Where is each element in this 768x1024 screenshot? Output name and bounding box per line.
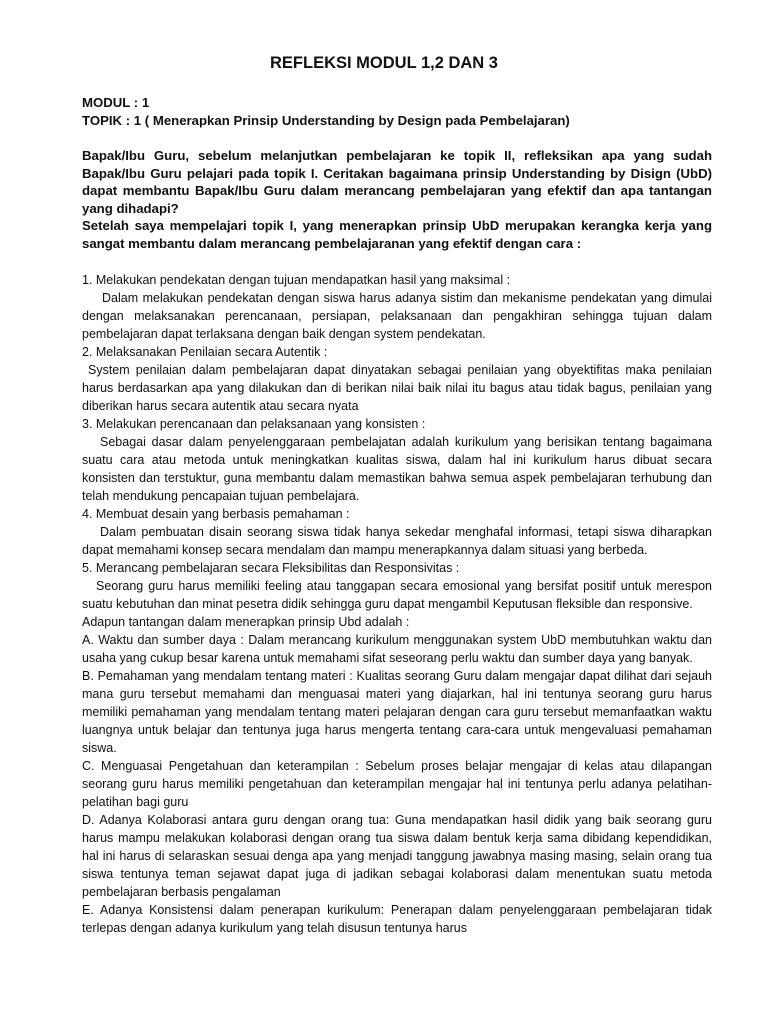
point-text: Seorang guru harus memiliki feeling atau tanggapan secara emosional yang bersifat positif untuk merespon suatu kebutuhan dan minat pesetra didik sehingga guru dapat mengambil Keputusan fleksible dan responsive. <box>82 579 712 611</box>
challenge-item: D. Adanya Kolaborasi antara guru dengan orang tua: Guna mendapatkan hasil didik yang baik seorang guru harus mampu melakukan kolaborasi dengan orang tua siswa dalam bentuk kerja sama dibidang kependidikan, hal ini harus di selaraskan sesuai denga apa yang menjadi tanggung jawabnya masing masing, selain orang tua siswa tentunya teman sejawat dapat juga di jadikan sebagai kolaborasi dalam menentukan suatu metoda pembelajaran berbasis pengalaman <box>82 813 712 899</box>
point-heading: 1. Melakukan pendekatan dengan tujuan mendapatkan hasil yang maksimal : <box>82 273 511 287</box>
point-text: Sebagai dasar dalam penyelenggaraan pembelajatan adalah kurikulum yang berisikan tentang bagaimana suatu cara atau metoda untuk meningkatkan kualitas siswa, dalam hal ini kurikulum harus dibuat secara konsisten dan terstuktur, guna membantu dalam memastikan bahwa semua aspek pembelajaran terhubung dan telah mendukung pencapaian tujuan pembelajara. <box>82 435 712 503</box>
reflection-body <box>82 271 712 937</box>
challenge-item: C. Menguasai Pengetahuan dan keterampilan : Sebelum proses belajar mengajar di kelas atau dilapangan seorang guru harus memiliki pengetahuan dan keterampilan mengajar hal ini tentunya perlu adanya pelatihan-pelatihan bagi guru <box>82 759 712 809</box>
reflection-intro <box>82 147 712 252</box>
challenge-item: A. Waktu dan sumber daya : Dalam merancang kurikulum menggunakan system UbD membutuhkan waktu dan usaha yang cukup besar karena untuk memahami sifat seseorang perlu waktu dan sumber daya yang banyak. <box>82 633 712 665</box>
topic-label: TOPIK : 1 ( Menerapkan Prinsip Understanding by Design pada Pembelajaran) <box>82 113 570 128</box>
point-text: Dalam pembuatan disain seorang siswa tidak hanya sekedar menghafal informasi, tetapi siswa diharapkan dapat memahami konsep secara mendalam dan mampu menerapkannya dalam situasi yang berbeda. <box>82 525 712 557</box>
module-header <box>82 94 712 130</box>
point-text: System penilaian dalam pembelajaran dapat dinyatakan sebagai penilaian yang obyektifitas maka penilaian harus berdasarkan apa yang dilakukan dan di berikan nilai baik nilai itu bagus atau tidak bagus, penilaian yang diberikan harus secara autentik atau secara nyata <box>82 363 712 413</box>
challenge-item: B. Pemahaman yang mendalam tentang materi : Kualitas seorang Guru dalam mengajar dapat dilihat dari sejauh mana guru tersebut memahami dan menguasai materi yang diajarkan, hal ini tentunya seorang guru harus memiliki pemahaman yang mendalam tentang materi pelajaran dengan cara guru tersebut memanfaatkan waktu luangnya untuk belajar dan tentunya juga harus mengerta tentang cara-cara untuk mengevaluasi pemahaman siswa. <box>82 669 712 755</box>
point-heading: 4. Membuat desain yang berbasis pemahaman : <box>82 507 350 521</box>
module-label: MODUL : 1 <box>82 95 150 110</box>
point-heading: 3. Melakukan perencanaan dan pelaksanaan yang konsisten : <box>82 417 426 431</box>
document-title: REFLEKSI MODUL 1,2 DAN 3 <box>270 54 498 72</box>
point-heading: 5. Merancang pembelajaran secara Fleksibilitas dan Responsivitas : <box>82 561 460 575</box>
challenges-heading: Adapun tantangan dalam menerapkan prinsip Ubd adalah : <box>82 615 410 629</box>
answer-intro: Setelah saya mempelajari topik I, yang menerapkan prinsip UbD merupakan kerangka kerja yang sangat membantu dalam merancang pembelajaranan yang efektif dengan cara : <box>82 218 712 251</box>
reflection-prompt: Bapak/Ibu Guru, sebelum melanjutkan pembelajaran ke topik II, refleksikan apa yang sudah Bapak/Ibu Guru pelajari pada topik I. Ceritakan bagaimana prinsip Understanding by Disign (UbD) dapat membantu Bapak/Ibu Guru dalam merancang pembelajaran yang efektif dan apa tantangan yang dihadapi? <box>82 148 712 216</box>
point-text: Dalam melakukan pendekatan dengan siswa harus adanya sistim dan mekanisme pendekatan yang dimulai dengan melaksanakan perencanaan, persiapan, pelaksanaan dan pengakhiran sehingga tujuan dalam pembelajaran dapat terlaksana dengan baik dengan system pendekatan. <box>82 291 712 341</box>
challenge-item: E. Adanya Konsistensi dalam penerapan kurikulum: Penerapan dalam penyelenggaraan pembelajaran tidak terlepas dengan adanya kurikulum yang telah disusun tentunya harus <box>82 903 712 935</box>
point-heading: 2. Melaksanakan Penilaian secara Autentik : <box>82 345 328 359</box>
